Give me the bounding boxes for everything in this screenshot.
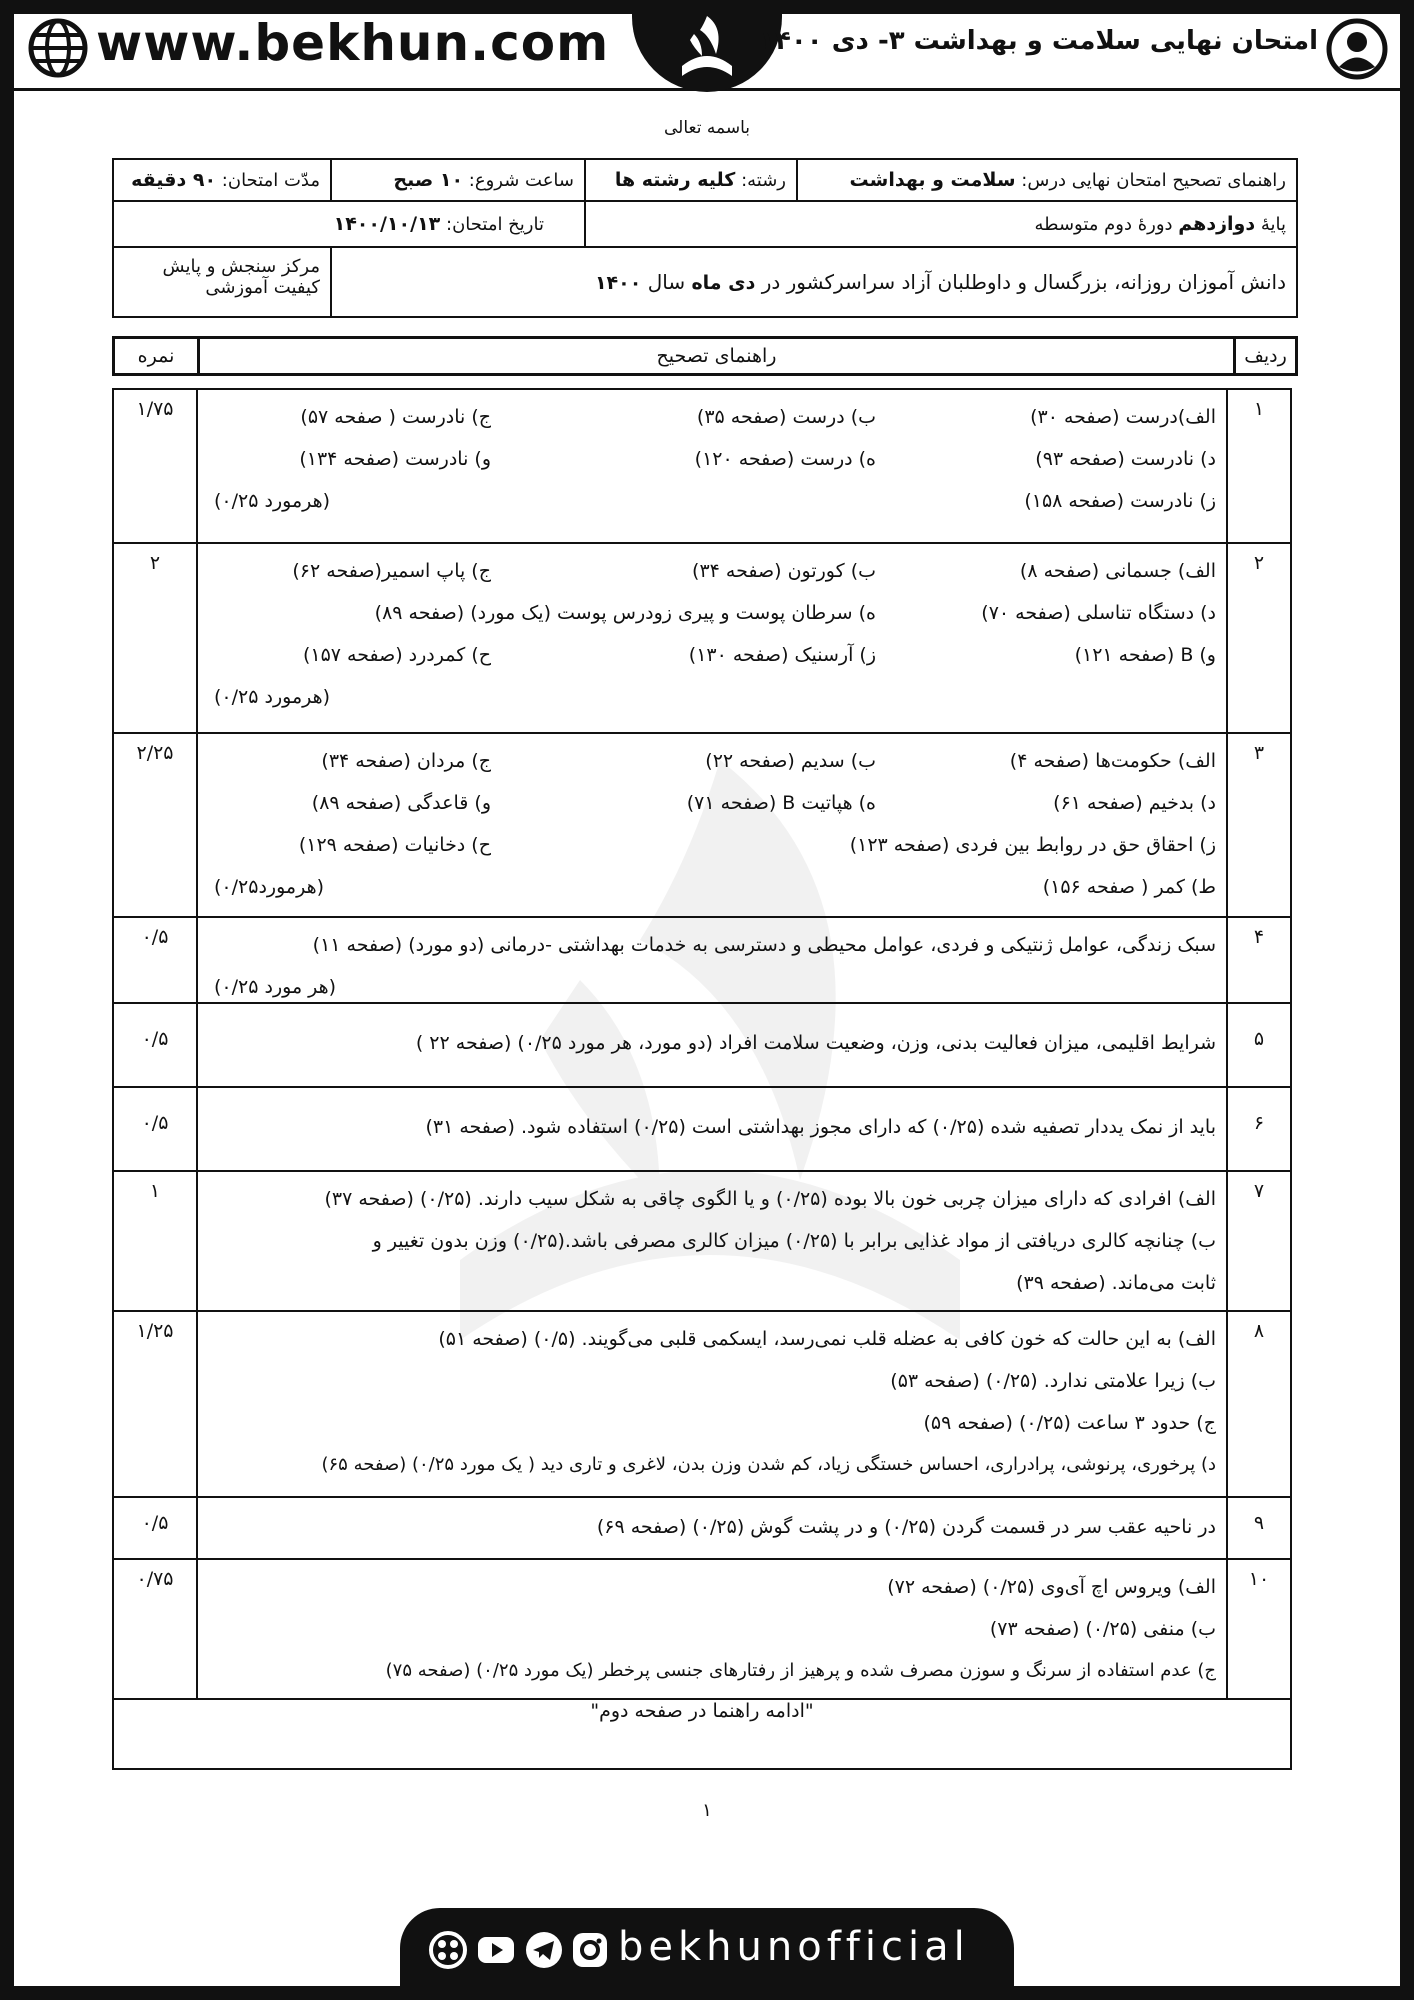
subject-cell	[797, 159, 1297, 201]
answer-item: ط) کمر ( صفحه ۱۵۶)	[1042, 876, 1216, 898]
start-cell	[331, 159, 585, 201]
answer-item: ج) مردان (صفحه ۳۴)	[321, 750, 491, 772]
globe-icon	[28, 18, 88, 78]
table-row	[113, 1171, 1291, 1311]
answer-item: ح) دخانیات (صفحه ۱۲۹)	[298, 834, 491, 856]
answer-item: ز) احقاق حق در روابط بین فردی (صفحه ۱۲۳)	[849, 834, 1216, 856]
answer-content	[197, 1087, 1227, 1171]
table-row	[113, 917, 1291, 1003]
answer-item: ج) نادرست ( صفحه ۵۷)	[300, 406, 491, 428]
row-score: ۰/۵	[113, 1003, 197, 1087]
social-footer	[400, 1908, 1014, 1988]
table-row	[113, 1497, 1291, 1559]
row-score: ۲	[113, 543, 197, 733]
grade-suffix: دورهٔ دوم متوسطه	[1034, 214, 1173, 235]
row-score: ۰/۷۵	[113, 1559, 197, 1699]
row-number: ۱۰	[1227, 1559, 1291, 1699]
table-row	[113, 733, 1291, 917]
answer-text: شرایط اقلیمی، میزان فعالیت بدنی، وزن، وضعیت سلامت افراد (دو مورد، هر مورد ۰/۲۵) (صفحه ۲۲ )	[415, 1032, 1216, 1054]
field-value: کلیه رشته ها	[614, 169, 736, 191]
row-number: ۳	[1227, 733, 1291, 917]
table-row	[113, 543, 1291, 733]
answer-item: الف) جسمانی (صفحه ۸)	[1019, 560, 1216, 582]
exam-month: دی ماه	[691, 272, 756, 294]
answer-content	[197, 917, 1227, 1003]
answer-content	[197, 1497, 1227, 1559]
answer-item: الف) حکومت‌ها (صفحه ۴)	[1009, 750, 1216, 772]
answer-item: ج) عدم استفاده از سرنگ و سوزن مصرف شده و پرهیز از رفتارهای جنسی پرخطر (یک مورد ۰/۲۵) (صفحه ۷۵)	[385, 1660, 1216, 1681]
answers-table	[112, 388, 1292, 1770]
answer-item: الف) ویروس اچ آی‌وی (۰/۲۵) (صفحه ۷۲)	[887, 1576, 1216, 1598]
answer-content	[197, 389, 1227, 543]
table-row	[113, 1003, 1291, 1087]
answer-content	[197, 1559, 1227, 1699]
answer-text: سبک زندگی، عوامل ژنتیکی و فردی، عوامل محیطی و دسترسی به خدمات بهداشتی -درمانی (دو مورد) (صفحه ۱۱)	[312, 934, 1216, 956]
answer-item: ج) پاپ اسمیر(صفحه ۶۲)	[292, 560, 491, 582]
row-score: ۲/۲۵	[113, 733, 197, 917]
grade-prefix: پایهٔ	[1260, 214, 1286, 235]
duration-value: ۹۰ دقیقه	[131, 169, 217, 191]
date-cell	[113, 201, 585, 247]
guide-column-header: راهنمای تصحیح	[197, 339, 1233, 373]
table-row	[113, 1559, 1291, 1699]
answer-item: ز) آرسنیک (صفحه ۱۳۰)	[688, 644, 876, 666]
answer-text: در ناحیه عقب سر در قسمت گردن (۰/۲۵) و در پشت گوش (۰/۲۵) (صفحه ۶۹)	[596, 1516, 1216, 1538]
answers-table-header	[112, 336, 1298, 376]
site-url[interactable]: www.bekhun.com	[96, 14, 610, 72]
students-cell	[331, 247, 1297, 317]
table-row	[113, 1087, 1291, 1171]
answer-item: د) نادرست (صفحه ۹۳)	[1035, 448, 1216, 470]
continue-note: "ادامه راهنما در صفحه دوم"	[113, 1699, 1291, 1769]
row-number: ۶	[1227, 1087, 1291, 1171]
answer-text: باید از نمک یددار تصفیه شده (۰/۲۵) که دارای مجوز بهداشتی است (۰/۲۵) استفاده شود. (صفحه ۳۱)	[425, 1116, 1216, 1138]
score-note: (هرمورد۰/۲۵)	[214, 876, 324, 898]
subject-label: راهنمای تصحیح امتحان نهایی درس:	[1021, 170, 1286, 191]
row-score: ۱/۲۵	[113, 1311, 197, 1497]
date-label: تاریخ امتحان:	[446, 214, 544, 235]
table-row	[113, 389, 1291, 543]
answer-content	[197, 733, 1227, 917]
center-name: مرکز سنجش و پایش کیفیت آموزشی	[162, 256, 320, 298]
grade-cell	[585, 201, 1297, 247]
answer-item: ه) سرطان پوست و پیری زودرس پوست (یک مورد) (صفحه ۸۹)	[374, 602, 876, 624]
answer-content	[197, 1311, 1227, 1497]
book-logo-icon	[672, 6, 742, 86]
row-column-header: ردیف	[1233, 339, 1295, 373]
row-score: ۰/۵	[113, 1087, 197, 1171]
field-cell	[585, 159, 797, 201]
score-note: (هرمورد ۰/۲۵)	[214, 490, 331, 512]
start-label: ساعت شروع:	[468, 170, 574, 191]
instagram-icon[interactable]	[570, 1930, 610, 1970]
duration-cell	[113, 159, 331, 201]
center-cell	[113, 247, 331, 317]
answer-item: ثابت می‌ماند. (صفحه ۳۹)	[1016, 1272, 1216, 1294]
page-number: ۱	[702, 1800, 712, 1821]
start-value: ۱۰ صبح	[393, 169, 464, 191]
answer-item: ب) زیرا علامتی ندارد. (۰/۲۵) (صفحه ۵۳)	[890, 1370, 1216, 1392]
answer-item: و) B (صفحه ۱۲۱)	[1074, 644, 1216, 666]
row-number: ۸	[1227, 1311, 1291, 1497]
table-row	[113, 1311, 1291, 1497]
basmala: باسمه تعالی	[664, 118, 750, 138]
exam-title: امتحان نهایی سلامت و بهداشت ۳- دی ۱۴۰۰	[759, 26, 1318, 56]
field-label: رشته:	[741, 170, 786, 191]
answer-item: الف)درست (صفحه ۳۰)	[1030, 406, 1216, 428]
answer-content	[197, 1171, 1227, 1311]
grade-value: دوازدهم	[1178, 213, 1256, 235]
answer-item: و) نادرست (صفحه ۱۳۴)	[299, 448, 491, 470]
user-icon[interactable]	[1326, 18, 1388, 80]
exam-info-table	[112, 158, 1298, 318]
row-number: ۷	[1227, 1171, 1291, 1311]
table-row	[113, 1699, 1291, 1769]
answer-content	[197, 1003, 1227, 1087]
score-note: (هرمورد ۰/۲۵)	[214, 686, 331, 708]
answer-item: د) دستگاه تناسلی (صفحه ۷۰)	[981, 602, 1216, 624]
row-number: ۹	[1227, 1497, 1291, 1559]
answer-item: د) پرخوری، پرنوشی، پرادراری، احساس خستگی زیاد، کم شدن وزن بدن، لاغری و تاری دید ( یک مورد ۰/۲۵) (صفحه ۶۵)	[321, 1454, 1216, 1475]
row-number: ۴	[1227, 917, 1291, 1003]
students-text: دانش آموزان روزانه، بزرگسال و داوطلبان آزاد سراسرکشور در	[761, 270, 1286, 294]
telegram-icon[interactable]	[524, 1930, 564, 1970]
answer-item: ز) نادرست (صفحه ۱۵۸)	[1024, 490, 1216, 512]
year-label: سال	[647, 270, 686, 294]
answer-content	[197, 543, 1227, 733]
answer-item: ب) منفی (۰/۲۵) (صفحه ۷۳)	[989, 1618, 1216, 1640]
aparat-icon[interactable]	[428, 1930, 468, 1970]
answer-item: ح) کمردرد (صفحه ۱۵۷)	[302, 644, 491, 666]
answer-item: ب) درست (صفحه ۳۵)	[696, 406, 876, 428]
row-score: ۰/۵	[113, 1497, 197, 1559]
row-score: ۱	[113, 1171, 197, 1311]
row-number: ۲	[1227, 543, 1291, 733]
duration-label: مدّت امتحان:	[221, 170, 320, 191]
row-score: ۱/۷۵	[113, 389, 197, 543]
exam-year: ۱۴۰۰	[594, 272, 642, 294]
answer-item: ج) حدود ۳ ساعت (۰/۲۵) (صفحه ۵۹)	[923, 1412, 1216, 1434]
score-note: (هر مورد ۰/۲۵)	[214, 976, 337, 998]
row-number: ۱	[1227, 389, 1291, 543]
answer-item: ب) کورتون (صفحه ۳۴)	[692, 560, 876, 582]
score-column-header: نمره	[137, 345, 175, 367]
answer-item: د) بدخیم (صفحه ۶۱)	[1053, 792, 1216, 814]
answer-item: ه) هپاتیت B (صفحه ۷۱)	[686, 792, 876, 814]
subject-value: سلامت و بهداشت	[849, 169, 1016, 191]
answer-item: ب) سدیم (صفحه ۲۲)	[705, 750, 876, 772]
youtube-icon[interactable]	[476, 1930, 516, 1970]
answer-item: الف) افرادی که دارای میزان چربی خون بالا بوده (۰/۲۵) و یا الگوی چاقی به شکل سیب دارند. (۰/۲۵) (صفحه ۳۷)	[324, 1188, 1216, 1210]
answer-item: ب) چنانچه کالری دریافتی از مواد غذایی برابر با (۰/۲۵) میزان کالری مصرفی باشد.(۰/۲۵) وزن بدون تغییر و	[372, 1230, 1216, 1252]
date-value: ۱۴۰۰/۱۰/۱۳	[333, 213, 441, 235]
row-number: ۵	[1227, 1003, 1291, 1087]
social-handle[interactable]: bekhunofficial	[618, 1924, 970, 1970]
answer-item: الف) به این حالت که خون کافی به عضله قلب نمی‌رسد، ایسکمی قلبی می‌گویند. (۰/۵) (صفحه ۵۱)	[438, 1328, 1216, 1350]
row-score: ۰/۵	[113, 917, 197, 1003]
answer-item: و) قاعدگی (صفحه ۸۹)	[311, 792, 491, 814]
answer-item: ه) درست (صفحه ۱۲۰)	[694, 448, 876, 470]
